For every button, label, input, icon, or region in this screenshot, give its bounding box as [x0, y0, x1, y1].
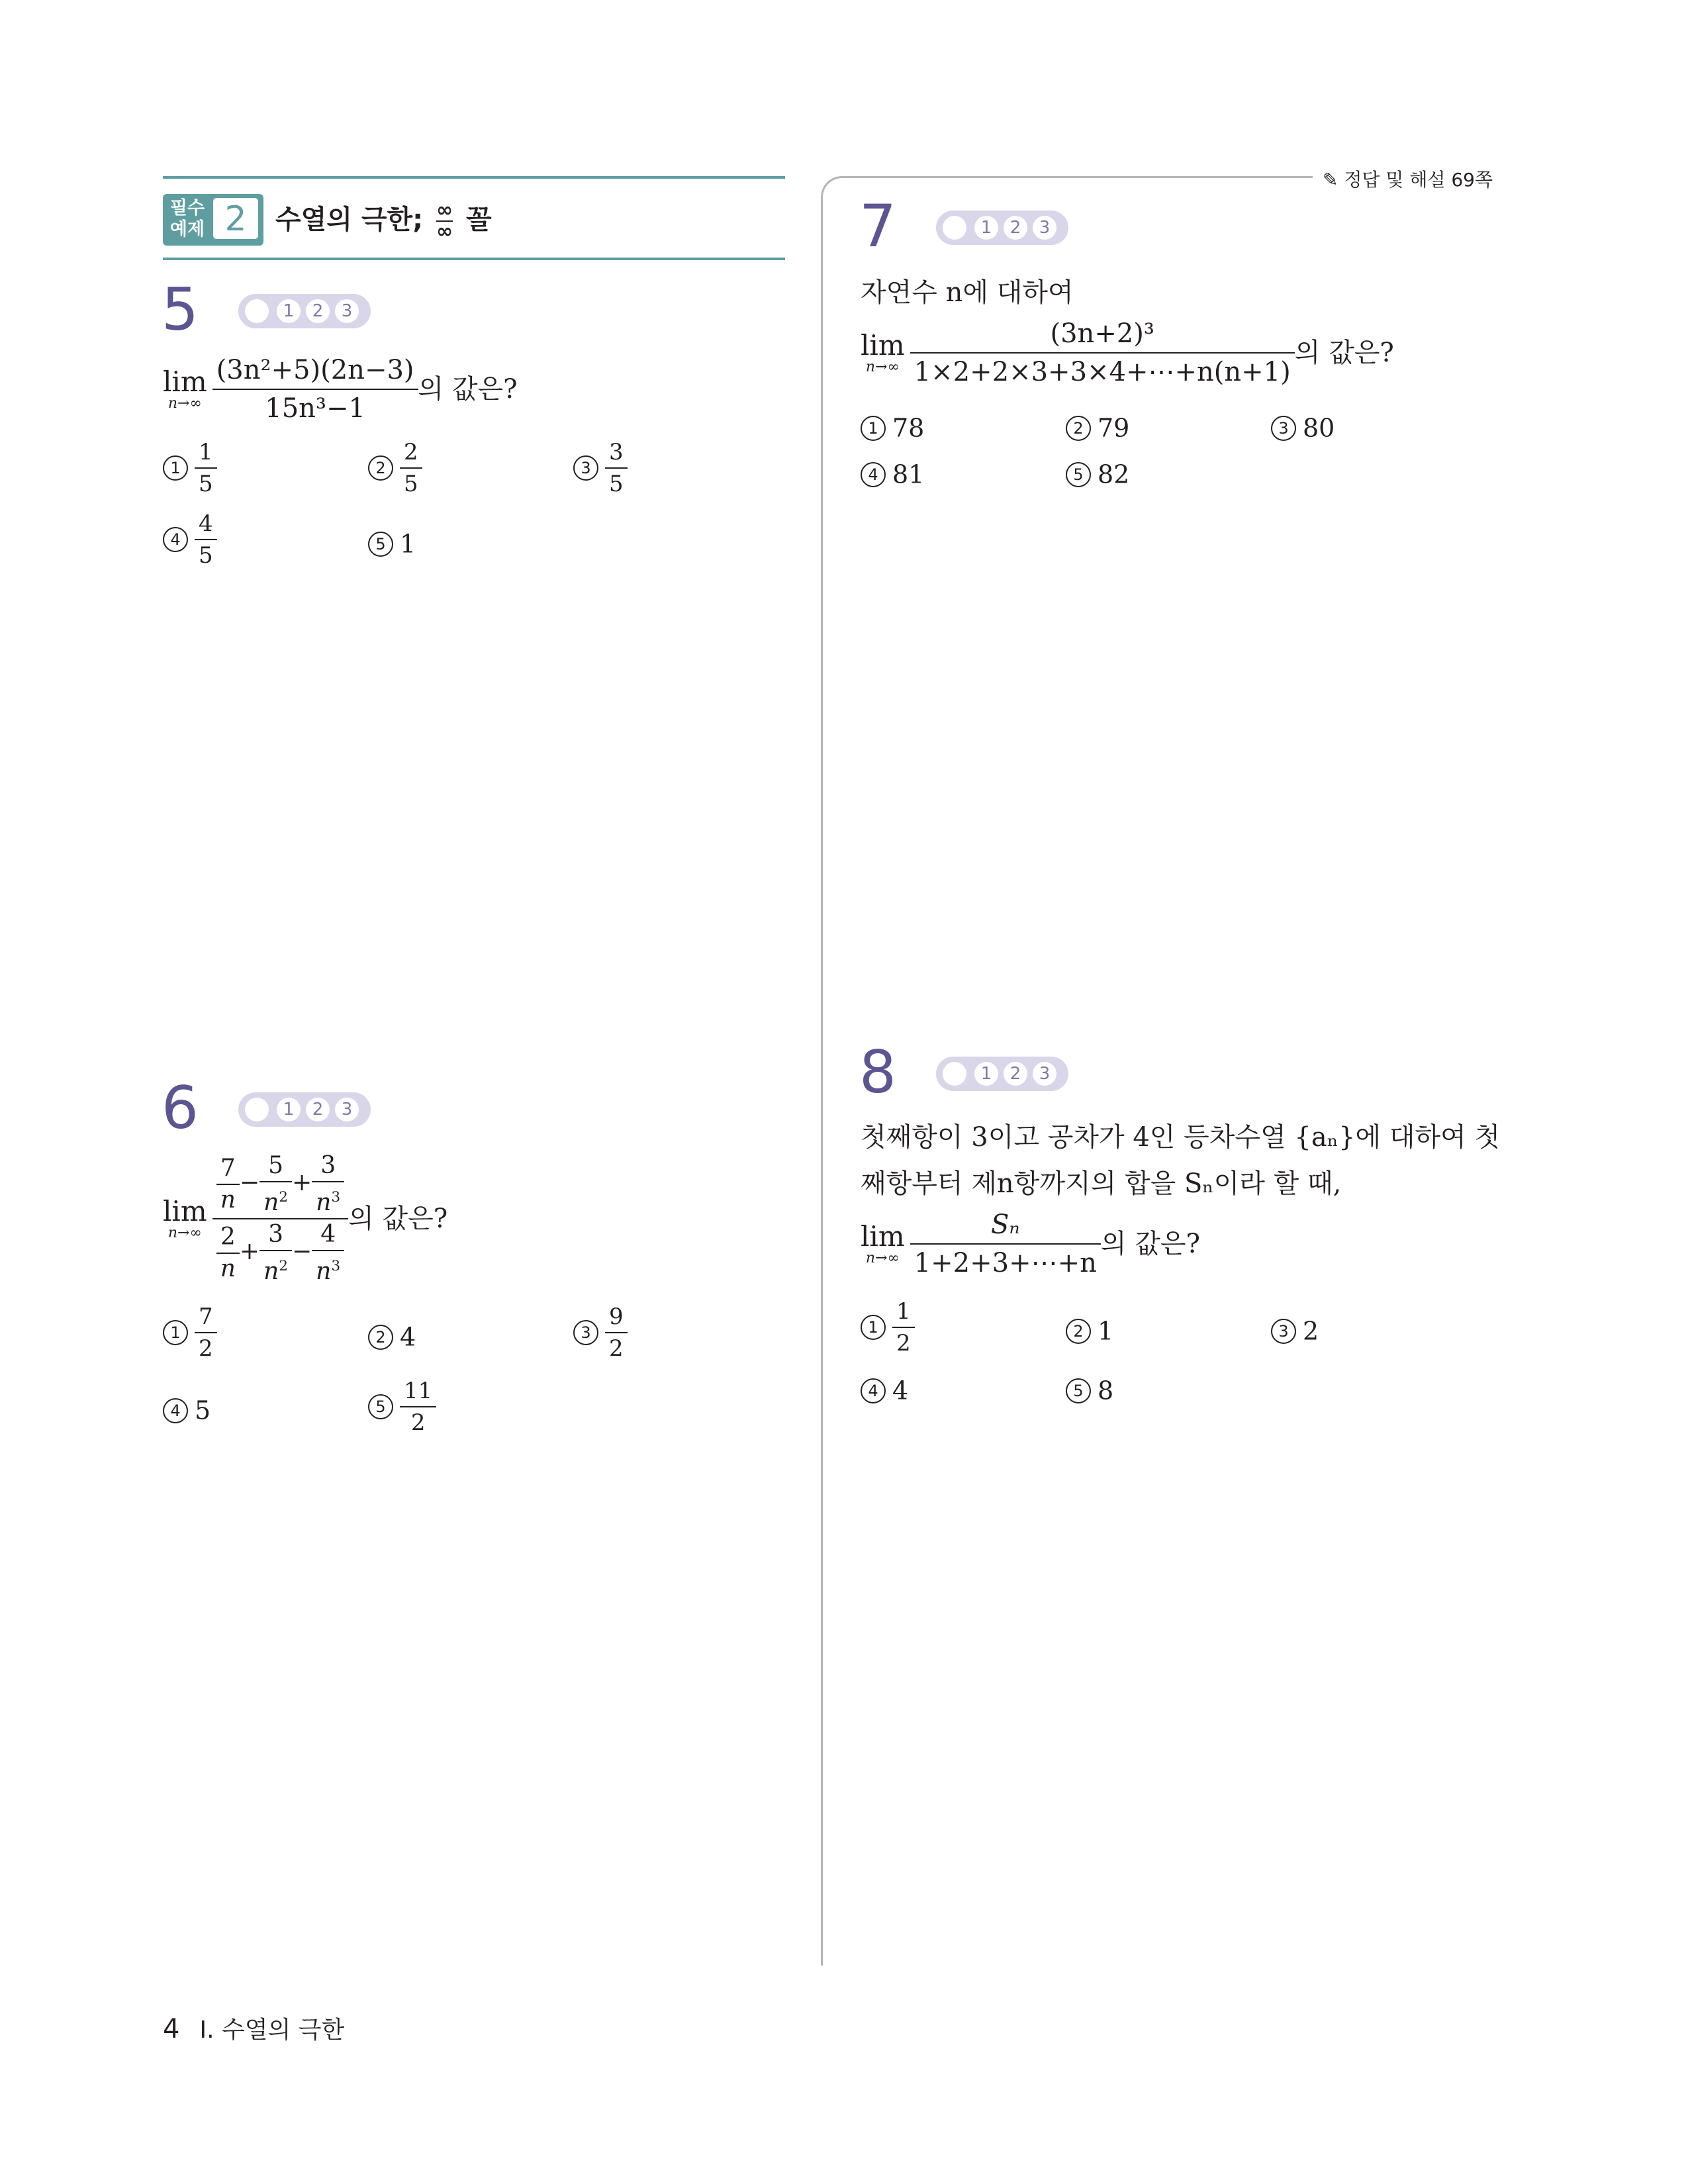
choice-marker: 3 — [1271, 416, 1296, 441]
section-top-rule — [163, 176, 785, 179]
choice-1[interactable] — [861, 1299, 915, 1356]
choice-marker: 2 — [368, 455, 393, 481]
choice-5[interactable] — [1066, 457, 1129, 490]
d3: $n^3$ — [312, 1181, 344, 1215]
difficulty-level-1[interactable]: 1 — [277, 1098, 301, 1121]
term-3-over-n2 — [259, 1222, 292, 1284]
term-5-over-n2 — [259, 1153, 292, 1215]
problem-text-line1: 첫째항이 3이고 공차가 4인 등차수열 {aₙ}에 대하여 첫 — [861, 1122, 1501, 1153]
lim-subscript: n→∞ — [865, 1250, 900, 1266]
difficulty-level-3[interactable]: 3 — [335, 299, 359, 323]
complex-denominator: $\frac{2}{n}$ + $\frac{3}{n^2}$ − $\frac{4}{n^3}$ — [212, 1218, 348, 1284]
choice-denominator: 5 — [400, 467, 422, 497]
limit-operator — [861, 1222, 905, 1266]
choice-marker: 1 — [163, 1320, 188, 1345]
d6: $n^3$ — [312, 1250, 344, 1284]
choice-2[interactable] — [368, 440, 422, 497]
section-badge — [163, 194, 263, 246]
choice-marker: 4 — [861, 462, 886, 487]
problem-number: 8 — [859, 1038, 896, 1106]
choice-fraction — [195, 1304, 217, 1361]
choice-value: 8 — [1098, 1376, 1114, 1405]
limit-operator — [163, 1197, 207, 1241]
choice-1[interactable] — [163, 1304, 217, 1361]
problem-number: 7 — [859, 192, 896, 260]
fraction-numerator: Sₙ — [990, 1210, 1020, 1240]
choice-2[interactable] — [1066, 410, 1129, 444]
difficulty-level-3[interactable]: 3 — [335, 1098, 359, 1121]
difficulty-level-3[interactable]: 3 — [1033, 1062, 1056, 1086]
choice-marker: 4 — [163, 1398, 188, 1423]
problem-expression — [163, 354, 518, 424]
badge-number: 2 — [213, 198, 258, 239]
choice-marker: 3 — [573, 455, 598, 481]
choice-4[interactable] — [861, 457, 924, 490]
infinity-fraction — [436, 201, 453, 242]
choice-3[interactable] — [1271, 1313, 1319, 1347]
choice-4[interactable] — [163, 1393, 211, 1426]
choice-value: 80 — [1303, 413, 1335, 443]
choice-numerator: 9 — [609, 1304, 624, 1330]
choice-numerator: 3 — [609, 439, 624, 465]
choice-fraction — [400, 1378, 436, 1435]
infinity-denominator: ∞ — [436, 220, 453, 243]
difficulty-selector — [238, 294, 371, 328]
difficulty-level-1[interactable]: 1 — [974, 216, 998, 240]
choice-4[interactable] — [861, 1373, 908, 1406]
fraction-denominator: 1×2+2×3+3×4+⋯+n(n+1) — [910, 352, 1295, 388]
section-title — [275, 200, 492, 242]
fraction-denominator: 15n³−1 — [212, 389, 418, 424]
problem-number: 6 — [162, 1074, 199, 1142]
choice-marker: 2 — [1066, 416, 1091, 441]
lim-word: lim — [163, 1195, 207, 1227]
lim-word: lim — [163, 365, 207, 398]
limit-operator — [861, 331, 905, 375]
choice-value: 2 — [1303, 1316, 1319, 1346]
problem-expression — [861, 1209, 1200, 1279]
difficulty-check-box[interactable] — [943, 1062, 966, 1086]
difficulty-check-box[interactable] — [245, 299, 269, 323]
d5: $n^2$ — [259, 1250, 292, 1284]
question-tail: 의 값은? — [418, 374, 518, 404]
choice-denominator: 2 — [605, 1332, 628, 1361]
difficulty-check-box[interactable] — [245, 1098, 269, 1121]
difficulty-selector — [936, 211, 1068, 245]
choice-fraction — [892, 1299, 915, 1356]
difficulty-level-2[interactable]: 2 — [306, 1098, 330, 1121]
badge-line2: 예제 — [169, 219, 205, 240]
choice-numerator: 7 — [199, 1304, 213, 1330]
choice-value: 4 — [892, 1376, 909, 1405]
choice-fraction — [195, 440, 217, 497]
choice-value: 82 — [1098, 459, 1130, 489]
choice-denominator: 5 — [195, 539, 217, 568]
choice-marker: 1 — [861, 416, 886, 441]
badge-line1: 필수 — [169, 198, 205, 218]
choice-marker: 5 — [1066, 1378, 1091, 1403]
choice-denominator: 5 — [195, 467, 217, 497]
difficulty-level-1[interactable]: 1 — [974, 1062, 998, 1086]
choice-value: 1 — [1098, 1316, 1114, 1346]
choice-5[interactable] — [1066, 1373, 1113, 1406]
term-4-over-n3 — [312, 1222, 344, 1284]
limit-fraction — [212, 354, 418, 424]
choice-numerator: 4 — [199, 510, 213, 537]
difficulty-level-2[interactable]: 2 — [1004, 1062, 1027, 1086]
choice-2[interactable] — [368, 1319, 416, 1353]
choice-denominator: 2 — [400, 1406, 436, 1435]
d4: n — [216, 1253, 240, 1282]
problem-expression — [163, 1153, 447, 1284]
choice-2[interactable] — [1066, 1313, 1113, 1347]
limit-fraction — [910, 1209, 1101, 1279]
term-3-over-n3 — [312, 1153, 344, 1215]
difficulty-level-3[interactable]: 3 — [1033, 216, 1056, 240]
n1: 7 — [220, 1155, 236, 1182]
n6: 4 — [320, 1221, 336, 1248]
fraction-numerator: (3n+2)³ — [1050, 318, 1154, 349]
fraction-numerator: (3n²+5)(2n−3) — [216, 355, 414, 385]
choice-value: 1 — [400, 529, 416, 559]
n2: 5 — [268, 1152, 283, 1179]
term-7-over-n — [216, 1156, 240, 1213]
choice-value: 81 — [892, 459, 925, 489]
choice-marker: 5 — [1066, 462, 1091, 487]
choice-denominator: 2 — [195, 1332, 217, 1361]
choice-value: 78 — [892, 413, 925, 443]
choice-marker: 3 — [1271, 1319, 1296, 1344]
problem-intro: 자연수 n에 대하여 — [861, 277, 1074, 308]
choice-denominator: 5 — [605, 467, 628, 497]
choice-1[interactable] — [861, 410, 924, 444]
term-2-over-n — [216, 1225, 240, 1282]
fraction-denominator: 1+2+3+⋯+n — [910, 1243, 1101, 1279]
choice-fraction — [195, 511, 217, 568]
choice-fraction — [605, 1304, 628, 1361]
difficulty-selector — [936, 1057, 1068, 1091]
limit-fraction — [910, 318, 1295, 388]
choice-marker: 2 — [1066, 1319, 1091, 1344]
page-footer — [163, 2011, 344, 2045]
choice-5[interactable] — [368, 526, 416, 559]
pencil-icon: ✎ — [1323, 169, 1338, 191]
n4: 2 — [220, 1223, 236, 1251]
chapter-name: I. 수열의 극한 — [199, 2017, 345, 2044]
lim-word: lim — [861, 1220, 905, 1253]
lim-subscript: n→∞ — [167, 395, 202, 412]
answer-reference — [1323, 166, 1493, 192]
complex-fraction — [212, 1153, 348, 1284]
difficulty-level-1[interactable]: 1 — [277, 299, 301, 323]
lim-word: lim — [861, 329, 905, 361]
section-bottom-rule — [163, 258, 785, 260]
choice-5[interactable] — [368, 1378, 436, 1435]
choice-fraction — [400, 440, 422, 497]
choice-numerator: 1 — [199, 439, 213, 465]
question-tail: 의 값은? — [1294, 338, 1394, 368]
choice-marker: 1 — [861, 1315, 886, 1340]
choice-denominator: 2 — [892, 1327, 915, 1356]
section-title-suffix: 꼴 — [466, 205, 492, 235]
lim-subscript: n→∞ — [167, 1225, 202, 1241]
choice-marker: 5 — [368, 532, 393, 557]
choice-numerator: 1 — [896, 1298, 911, 1325]
choice-value: 4 — [400, 1322, 416, 1352]
choice-marker: 1 — [163, 455, 188, 481]
choice-marker: 3 — [573, 1320, 598, 1345]
choice-marker: 2 — [368, 1325, 393, 1350]
choice-value: 79 — [1098, 413, 1130, 443]
limit-operator — [163, 367, 207, 411]
difficulty-level-2[interactable]: 2 — [1004, 216, 1027, 240]
problem-number: 5 — [162, 275, 199, 344]
n3: 3 — [320, 1152, 336, 1179]
d2: $n^2$ — [259, 1181, 292, 1215]
question-tail: 의 값은? — [348, 1204, 448, 1234]
problem-text-line2: 째항부터 제n항까지의 합을 Sₙ이라 할 때, — [861, 1168, 1342, 1199]
choice-marker: 5 — [368, 1394, 393, 1419]
choice-1[interactable] — [163, 440, 217, 497]
n5: 3 — [268, 1221, 283, 1248]
infinity-numerator: ∞ — [436, 199, 453, 222]
difficulty-level-2[interactable]: 2 — [306, 299, 330, 323]
choice-3[interactable] — [1271, 410, 1335, 444]
badge-label — [167, 198, 208, 240]
section-title-prefix: 수열의 극한; — [275, 205, 424, 235]
choice-value: 5 — [195, 1396, 211, 1425]
difficulty-selector — [238, 1092, 371, 1127]
lim-subscript: n→∞ — [865, 359, 900, 375]
d1: n — [216, 1184, 240, 1213]
choice-marker: 4 — [163, 527, 188, 552]
answer-reference-text: 정답 및 해설 69쪽 — [1344, 169, 1493, 191]
difficulty-check-box[interactable] — [943, 216, 966, 240]
complex-numerator: $\frac{7}{n}$ − $\frac{5}{n^2}$ + $\frac{3}{n^3}$ — [212, 1153, 348, 1218]
choice-numerator: 11 — [404, 1378, 433, 1404]
page-number: 4 — [163, 2014, 180, 2044]
choice-3[interactable] — [573, 440, 628, 497]
choice-3[interactable] — [573, 1304, 628, 1361]
question-tail: 의 값은? — [1100, 1229, 1200, 1259]
problem-expression — [861, 318, 1394, 388]
choice-4[interactable] — [163, 511, 217, 568]
choice-marker: 4 — [861, 1378, 886, 1403]
choice-numerator: 2 — [404, 439, 418, 465]
choice-fraction — [605, 440, 628, 497]
